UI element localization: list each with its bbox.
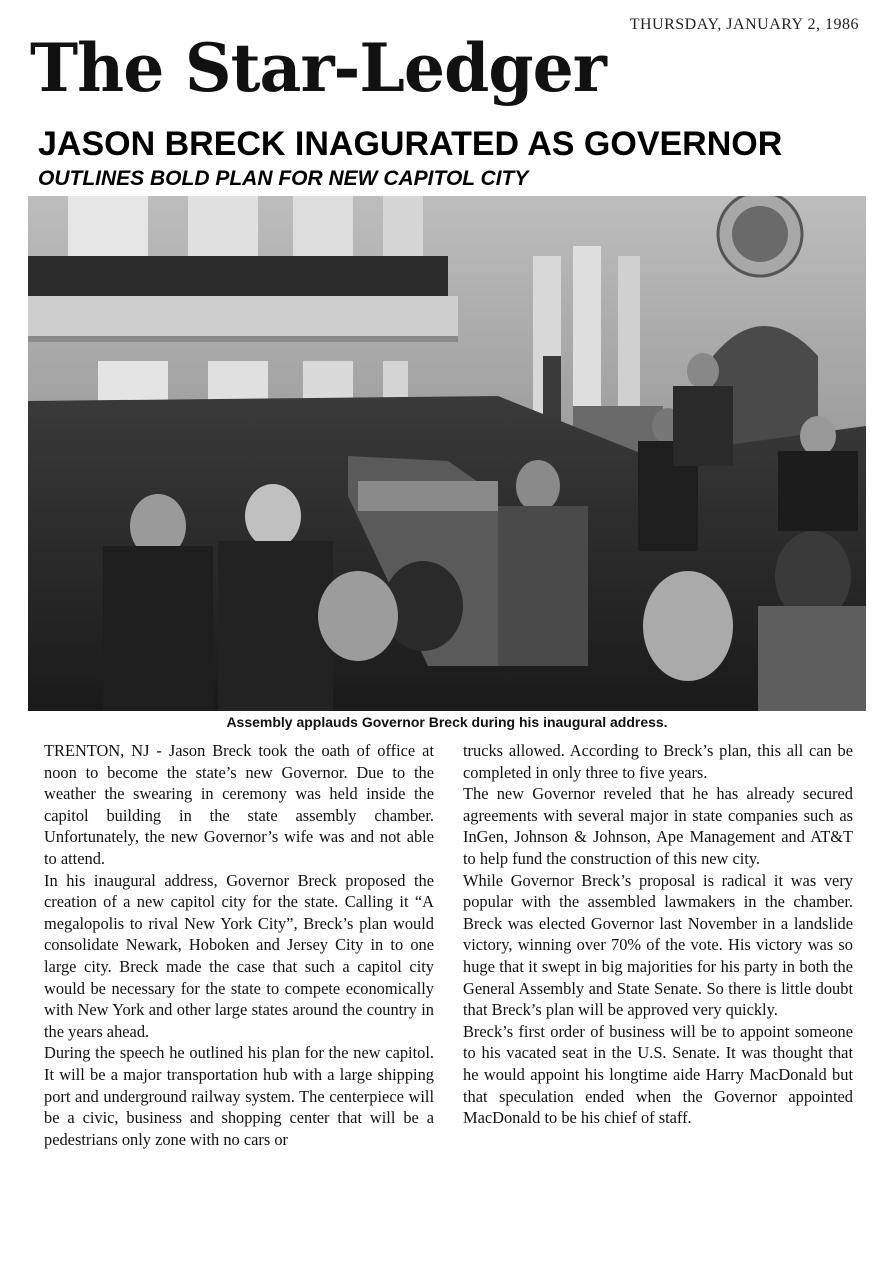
article-column-left [44, 740, 434, 1150]
headline: JASON BRECK INAGURATED AS GOVERNOR [38, 125, 783, 163]
subheadline: OUTLINES BOLD PLAN FOR NEW CAPITOL CITY [38, 167, 529, 190]
assembly-chamber-photo [28, 196, 866, 711]
article-paragraph: While Governor Breck’s proposal is radical it was very popular with the assembled lawmakers in the chamber. Breck was elected Governor last November in a landslide victory, winning over 70% of the vote. His victory was so huge that it swept in big majorities for his party in both the General Assembly and State Senate. So there is little doubt that Breck’s plan will be approved very quickly. [463, 870, 853, 1020]
article-column-right [463, 740, 853, 1129]
article-paragraph: In his inaugural address, Governor Breck proposed the creation of a new capitol city for the state. Calling it “A megalopolis to rival New York City”, Breck’s plan would consolidate Newark, Hoboken and Jersey City in to one large city. Breck made the case that such a capitol city would be necessary for the state to compete economically with New York and other large states around the country in the years ahead. [44, 870, 434, 1041]
photo-illustration [28, 196, 866, 711]
article-paragraph: TRENTON, NJ - Jason Breck took the oath of office at noon to become the state’s new Governor. Due to the weather the swearing in ceremony was held inside the capitol building in the state assembly chamber. Unfortunately, the new Governor’s wife was and not able to attend. [44, 741, 434, 868]
article-paragraph: Breck’s first order of business will be to appoint someone to his vacated seat in the U.S. Senate. It was thought that he would appoint his longtime aide Harry MacDonald but that speculation ended when the Governor appointed MacDonald to be his chief of staff. [463, 1021, 853, 1128]
article-paragraph: trucks allowed. According to Breck’s plan, this all can be completed in only three to five years. [463, 741, 853, 782]
publication-date: THURSDAY, JANUARY 2, 1986 [629, 16, 859, 33]
newspaper-masthead: The Star-Ledger [30, 29, 606, 107]
article-paragraph: The new Governor reveled that he has already secured agreements with several major in state companies such as InGen, Johnson & Johnson, Ape Management and AT&T to help fund the construction of this new city. [463, 784, 853, 868]
article-paragraph: During the speech he outlined his plan for the new capitol. It will be a major transportation hub with a large shipping port and underground railway system. The centerpiece will be a civic, business and shopping center that will be a pedestrians only zone with no cars or [44, 1043, 434, 1149]
photo-caption: Assembly applauds Governor Breck during his inaugural address. [226, 714, 668, 730]
